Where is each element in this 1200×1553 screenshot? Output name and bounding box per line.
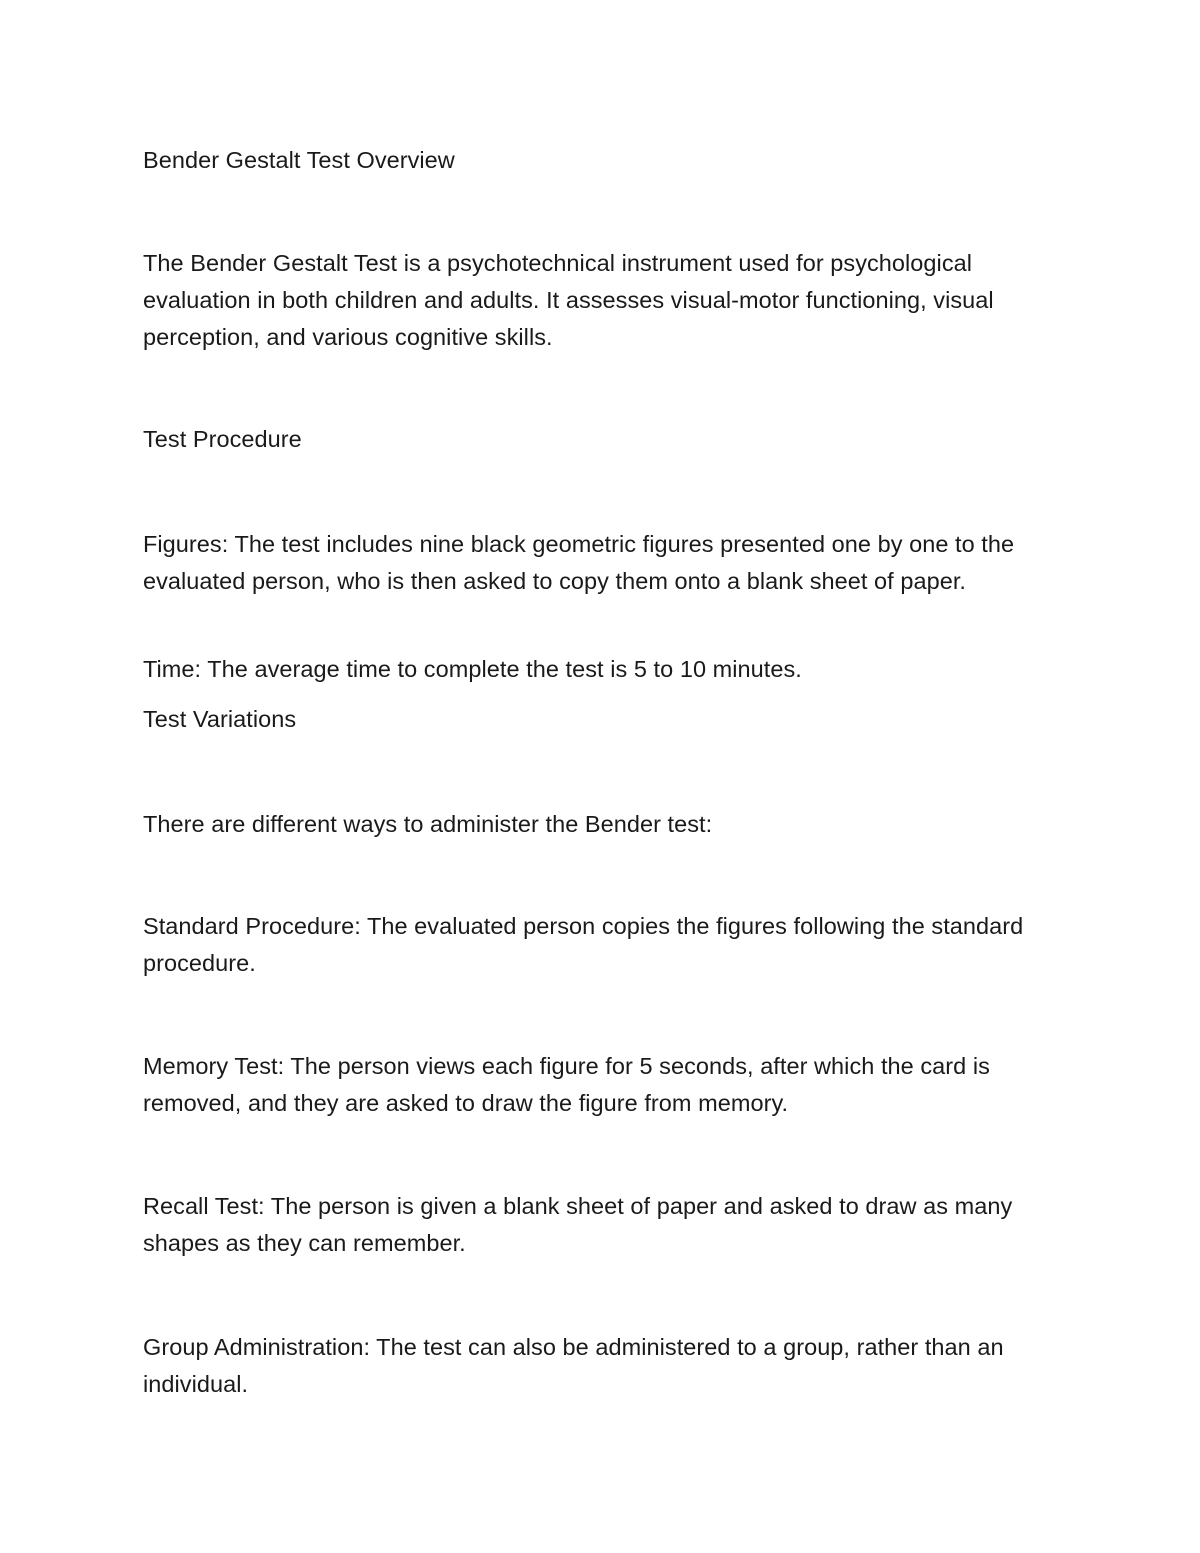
figures-paragraph: Figures: The test includes nine black geometric figures presented one by one to the evaluated person, who is then asked to copy them onto a blank sheet of paper. bbox=[143, 531, 1021, 594]
section-heading-procedure: Test Procedure bbox=[143, 426, 302, 452]
section-heading-variations: Test Variations bbox=[143, 706, 297, 732]
intro-paragraph: The Bender Gestalt Test is a psychotechnical instrument used for psychological evaluation in both children and adults. It assesses visual-motor functioning, visual perception, and various cognitive skills. bbox=[143, 250, 1001, 350]
standard-procedure-paragraph: Standard Procedure: The evaluated person copies the figures following the standard procedure. bbox=[143, 913, 1030, 976]
time-paragraph: Time: The average time to complete the test is 5 to 10 minutes. bbox=[143, 656, 802, 682]
recall-test-paragraph: Recall Test: The person is given a blank sheet of paper and asked to draw as many shapes as they can remember. bbox=[143, 1193, 1019, 1256]
document-title: Bender Gestalt Test Overview bbox=[143, 147, 455, 173]
memory-test-paragraph: Memory Test: The person views each figure for 5 seconds, after which the card is removed, and they are asked to draw the figure from memory. bbox=[143, 1053, 997, 1116]
group-administration-paragraph: Group Administration: The test can also be administered to a group, rather than an individual. bbox=[143, 1334, 1011, 1397]
variations-intro: There are different ways to administer the Bender test: bbox=[143, 811, 713, 837]
